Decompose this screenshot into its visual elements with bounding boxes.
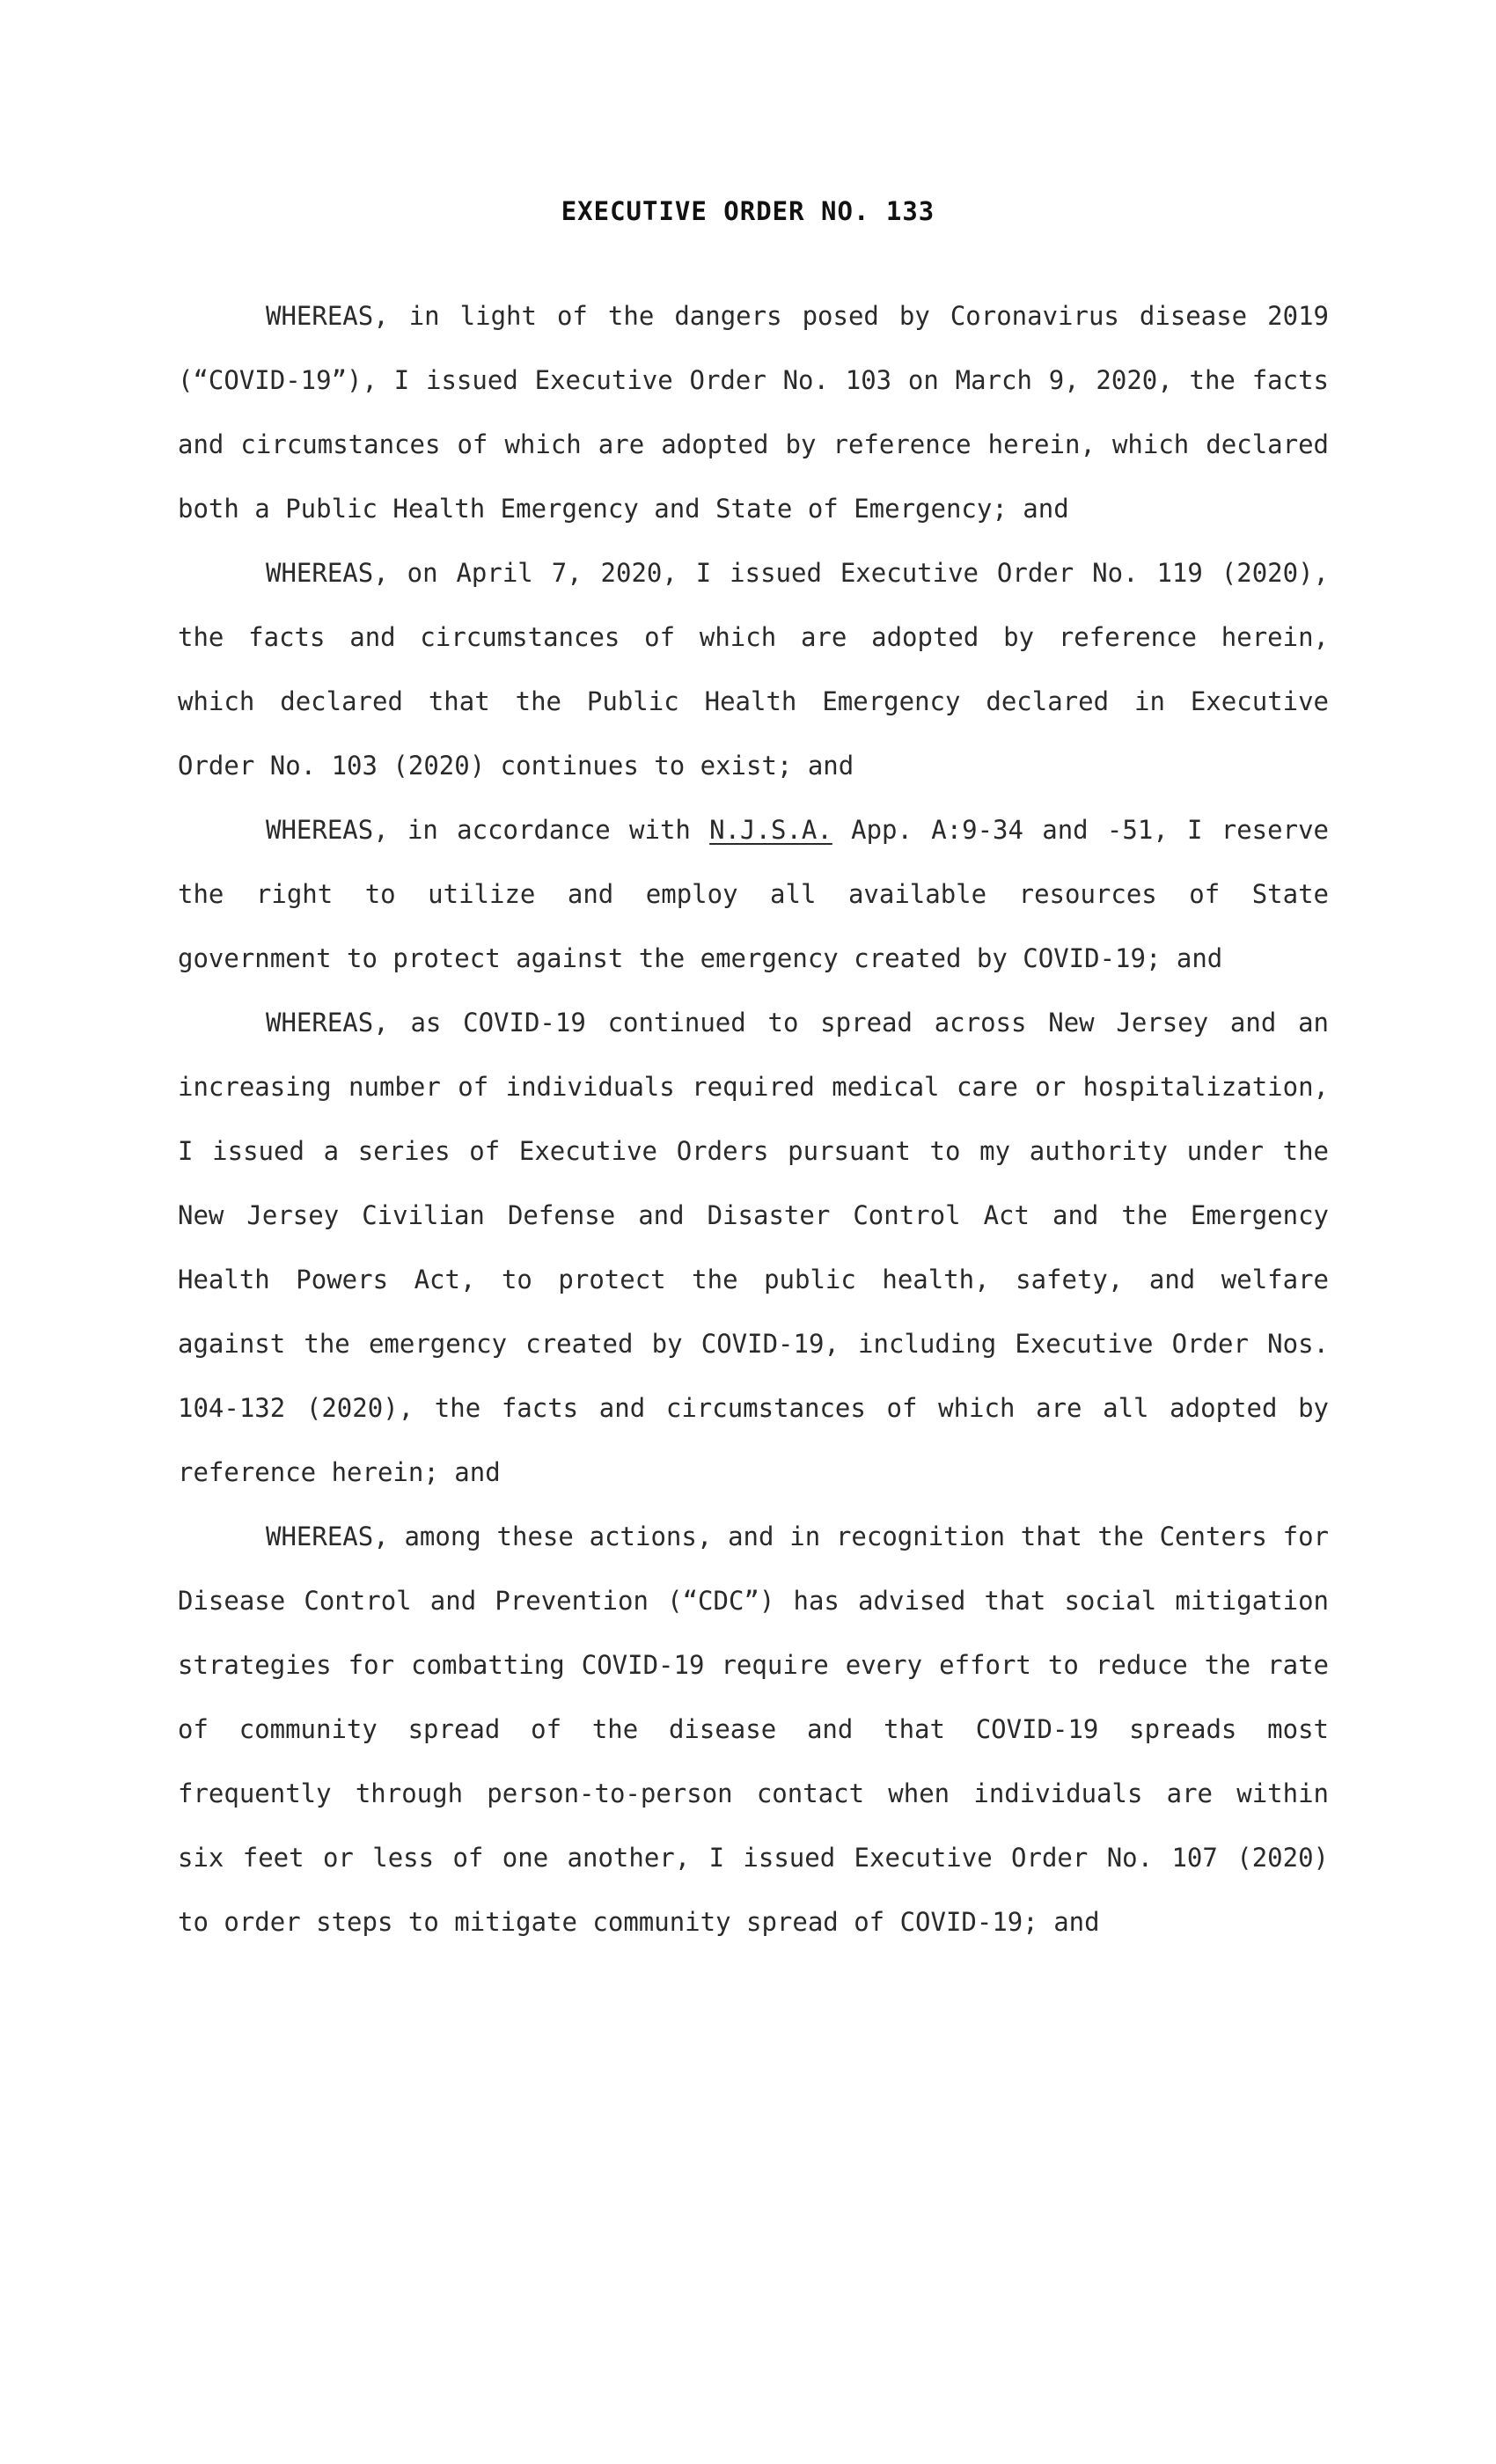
paragraph-whereas-2: WHEREAS, on April 7, 2020, I issued Executive Order No. 119 (2020), the facts and circumstances of which are adopted by reference herein, which declared that the Public Health Emergency declared in Executive Order No. 103 (2020) continues to exist; and [178, 558, 1329, 781]
paragraph-whereas-3-end: App. A:9-34 and -51, I reserve the right to utilize and employ all available resources of State government to protect against the emergency created by COVID-19; and [178, 815, 1329, 973]
paragraph-whereas-3 [178, 798, 1329, 991]
statute-citation: N.J.S.A. [709, 815, 832, 845]
document-body [178, 284, 1329, 1954]
paragraph-whereas-3-start: WHEREAS, in accordance with [266, 815, 710, 845]
paragraph-whereas-4: WHEREAS, as COVID-19 continued to spread across New Jersey and an increasing number of individuals required medical care or hospitalization, I issued a series of Executive Orders pursuant to my authority under the New Jersey Civilian Defense and Disaster Control Act and the Emergency Health Powers Act, to protect the public health, safety, and welfare against the emergency created by COVID-19, including Executive Order Nos. 104-132 (2020), the facts and circumstances of which are all adopted by reference herein; and [178, 1008, 1329, 1487]
document-title: EXECUTIVE ORDER NO. 133 [561, 196, 935, 226]
paragraph-whereas-5: WHEREAS, among these actions, and in recognition that the Centers for Disease Control and Prevention (“CDC”) has advised that social mitigation strategies for combatting COVID-19 require every effort to reduce the rate of community spread of the disease and that COVID-19 spreads most frequently through person-to-person contact when individuals are within six feet or less of one another, I issued Executive Order No. 107 (2020) to order steps to mitigate community spread of COVID-19; and [178, 1522, 1329, 1937]
paragraph-whereas-1: WHEREAS, in light of the dangers posed by Coronavirus disease 2019 (“COVID-19”), I issued Executive Order No. 103 on March 9, 2020, the facts and circumstances of which are adopted by reference herein, which declared both a Public Health Emergency and State of Emergency; and [178, 301, 1329, 524]
